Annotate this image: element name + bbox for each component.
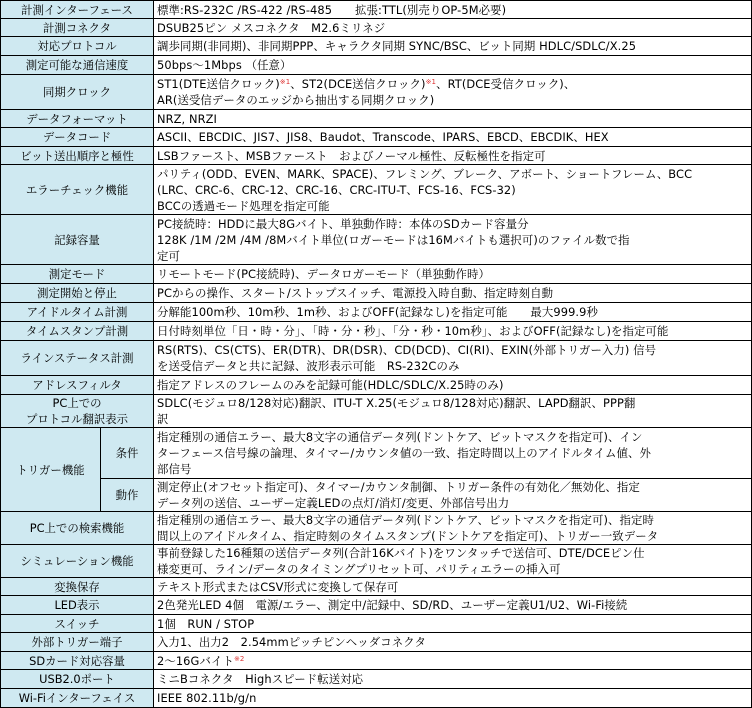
row-value: 調歩同期(非同期)、非同期PPP、キャラクタ同期 SYNC/BSC、ビット同期 HDLC/SDLC/X.25 xyxy=(154,37,752,56)
row-label: スイッチ xyxy=(1,615,154,633)
row-value: 日付時刻単位「日・時・分」、「時・分・秒」、「分・秒・10m秒」、およびOFF(記録なし)を指定可能 xyxy=(154,322,752,341)
row-label: PC上での検索機能 xyxy=(1,512,154,545)
table-row xyxy=(1,165,752,215)
row-value: 分解能100m秒、10m秒、1m秒、およびOFF(記録なし)を指定可能 最大999.9秒 xyxy=(154,303,752,322)
row-value: テキスト形式またはCSV形式に変換して保存可 xyxy=(154,578,752,596)
table-row xyxy=(1,395,752,428)
table-row xyxy=(1,652,752,670)
row-label: USB2.0ポート xyxy=(1,670,154,689)
row-value: 2色発光LED 4個 電源/エラー、測定中/記録中、SD/RD、ユーザー定義U1/U2、Wi-Fi接続 xyxy=(154,596,752,615)
row-label: エラーチェック機能 xyxy=(1,165,154,215)
row-label: 測定開始と停止 xyxy=(1,284,154,303)
row-value: SDLC(モジュロ8/128対応)翻訳、ITU-T X.25(モジュロ8/128対応)翻訳、LAPD翻訳、PPP翻 訳 xyxy=(154,395,752,428)
row-value: 測定停止(オフセット指定可)、タイマー/カウンタ制御、トリガー条件の有効化／無効化、指定 データ列の送信、ユーザー定義LEDの点灯/消灯/変更、外部信号出力 xyxy=(154,479,752,512)
row-value: 指定種別の通信エラー、最大8文字の通信データ列(ドントケア、ビットマスクを指定可)、イン ターフェース信号線の論理、タイマー/カウンタ値の一致、指定時間以上のアイドルタイム値、外 部信号 xyxy=(154,428,752,479)
table-row xyxy=(1,689,752,708)
row-label: ビット送出順序と極性 xyxy=(1,147,154,165)
row-label: 測定可能な通信速度 xyxy=(1,56,154,75)
row-value: ASCII、EBCDIC、JIS7、JIS8、Baudot、Transcode、IPARS、EBCD、EBCDIK、HEX xyxy=(154,128,752,147)
row-value: RS(RTS)、CS(CTS)、ER(DTR)、DR(DSR)、CD(DCD)、CI(RI)、EXIN(外部トリガー入力) 信号 を送受信データと共に記録、波形表示可能 RS-232Cのみ xyxy=(154,341,752,376)
row-label: ラインステータス計測 xyxy=(1,341,154,376)
row-value: 標準:RS-232C /RS-422 /RS-485 拡張:TTL(別売りOP-5M必要) xyxy=(154,1,752,19)
row-value: NRZ, NRZI xyxy=(154,110,752,128)
table-row xyxy=(1,147,752,165)
footnote-mark: ※1 xyxy=(279,78,291,86)
row-sublabel: 動作 xyxy=(101,479,154,512)
table-row xyxy=(1,670,752,689)
table-row xyxy=(1,284,752,303)
table-row xyxy=(1,37,752,56)
row-value: ミニBコネクタ Highスピード転送対応 xyxy=(154,670,752,689)
table-row xyxy=(1,596,752,615)
table-row xyxy=(1,428,752,479)
row-value: IEEE 802.11b/g/n xyxy=(154,689,752,708)
row-label: 変換保存 xyxy=(1,578,154,596)
row-label: SDカード対応容量 xyxy=(1,652,154,670)
footnote-mark: ※2 xyxy=(233,654,245,663)
row-label: Wi-Fiインターフェイス xyxy=(1,689,154,708)
row-label: 記録容量 xyxy=(1,215,154,265)
table-row xyxy=(1,633,752,652)
table-row xyxy=(1,479,752,512)
table-row xyxy=(1,341,752,376)
row-label: 計測インターフェース xyxy=(1,1,154,19)
row-label: アイドルタイム計測 xyxy=(1,303,154,322)
row-value: LSBファースト、MSBファースト およびノーマル極性、反転極性を指定可 xyxy=(154,147,752,165)
row-label: LED表示 xyxy=(1,596,154,615)
table-row xyxy=(1,19,752,37)
row-label: 測定モード xyxy=(1,265,154,284)
row-label: タイムスタンプ計測 xyxy=(1,322,154,341)
row-value: 2〜16Gバイト$^{※2}$ xyxy=(154,652,752,670)
row-value: 事前登録した16種類の送信データ列(合計16Kバイト)をワンタッチで送信可、DTE/DCEピン仕 様変更可、ライン/データのタイミングプリセット可、パリティエラーの挿入可 xyxy=(154,545,752,578)
row-value: パリティ(ODD、EVEN、MARK、SPACE)、フレミング、ブレーク、アボート、ショートフレーム、BCC (LRC、CRC-6、CRC-12、CRC-16、CRC-ITU-T、FCS-16、FCS-32) BCCの透過モード処理を指定可能 xyxy=(154,165,752,215)
footnote-mark: ※1 xyxy=(425,78,437,86)
row-label: シミュレーション機能 xyxy=(1,545,154,578)
row-label: 外部トリガー端子 xyxy=(1,633,154,652)
row-value: PC接続時：HDDに最大8Gバイト、単独動作時：本体のSDカード容量分 128K /1M /2M /4M /8Mバイト単位(ロガーモードは16Mバイトも選択可)のファイル数で指 定可 xyxy=(154,215,752,265)
table-row xyxy=(1,615,752,633)
row-label: データフォーマット xyxy=(1,110,154,128)
row-label: 計測コネクタ xyxy=(1,19,154,37)
table-row xyxy=(1,303,752,322)
row-value: 入力1、出力2 2.54mmピッチピンヘッダコネクタ xyxy=(154,633,752,652)
table-row xyxy=(1,578,752,596)
row-value: PCからの操作、スタート/ストップスイッチ、電源投入時自動、指定時刻自動 xyxy=(154,284,752,303)
row-label: 対応プロトコル xyxy=(1,37,154,56)
table-row xyxy=(1,1,752,19)
row-value: DSUB25ピン メスコネクタ M2.6ミリネジ xyxy=(154,19,752,37)
row-value: 1個 RUN / STOP xyxy=(154,615,752,633)
row-label: 同期クロック xyxy=(1,75,154,110)
table-row xyxy=(1,110,752,128)
row-value: 指定種別の通信エラー、最大8文字の通信データ列(ドントケア、ビットマスクを指定可)、指定時 間以上のアイドルタイム、指定時刻のタイムスタンプ(ドントケアを指定可)、トリガー一致データ xyxy=(154,512,752,545)
row-label: アドレスフィルタ xyxy=(1,376,154,395)
table-row xyxy=(1,512,752,545)
row-label: PC上での プロトコル翻訳表示 xyxy=(1,395,154,428)
table-row xyxy=(1,215,752,265)
table-row xyxy=(1,376,752,395)
row-value: リモートモード(PC接続時)、データロガーモード（単独動作時） xyxy=(154,265,752,284)
table-row xyxy=(1,265,752,284)
table-row xyxy=(1,322,752,341)
row-value: 指定アドレスのフレームのみを記録可能(HDLC/SDLC/X.25時のみ) xyxy=(154,376,752,395)
row-label: データコード xyxy=(1,128,154,147)
table-row xyxy=(1,128,752,147)
row-value: ST1(DTE送信クロック)$^{※1}$、ST2(DCE送信クロック)$^{※1}$、RT(DCE受信クロック)、 AR(送受信データのエッジから抽出する同期クロック) xyxy=(154,75,752,110)
row-sublabel: 条件 xyxy=(101,428,154,479)
row-value: 50bps〜1Mbps （任意） xyxy=(154,56,752,75)
table-row xyxy=(1,56,752,75)
table-row xyxy=(1,545,752,578)
table-row xyxy=(1,75,752,110)
row-label: トリガー機能 xyxy=(1,428,101,512)
